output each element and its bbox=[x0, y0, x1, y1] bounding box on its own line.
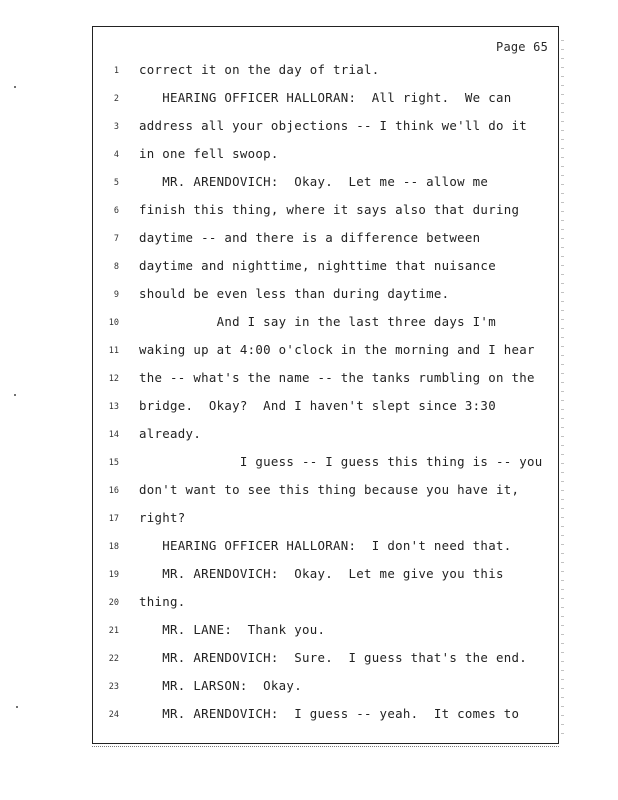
line-text: MR. ARENDOVICH: I guess -- yeah. It comes to bbox=[139, 706, 520, 721]
line-number: 15 bbox=[108, 458, 119, 468]
line-text: HEARING OFFICER HALLORAN: All right. We can bbox=[139, 90, 512, 105]
line-number: 11 bbox=[108, 346, 119, 356]
line-number: 18 bbox=[108, 542, 119, 552]
line-number: 21 bbox=[108, 626, 119, 636]
transcript-line bbox=[93, 174, 558, 194]
line-number: 6 bbox=[113, 206, 119, 216]
footer-rule bbox=[92, 746, 559, 748]
line-number: 9 bbox=[113, 290, 119, 300]
transcript-line bbox=[93, 622, 558, 642]
line-number: 10 bbox=[108, 318, 119, 328]
line-text: daytime -- and there is a difference between bbox=[139, 230, 481, 245]
line-text: HEARING OFFICER HALLORAN: I don't need that. bbox=[139, 538, 512, 553]
scan-speck bbox=[16, 706, 18, 708]
transcript-line bbox=[93, 398, 558, 418]
line-number: 19 bbox=[108, 570, 119, 580]
line-number: 22 bbox=[108, 654, 119, 664]
line-text: MR. ARENDOVICH: Okay. Let me give you this bbox=[139, 566, 504, 581]
line-number: 8 bbox=[113, 262, 119, 272]
transcript-line bbox=[93, 314, 558, 334]
scan-margin-marks bbox=[561, 40, 564, 740]
line-text: bridge. Okay? And I haven't slept since 3:30 bbox=[139, 398, 496, 413]
line-number: 1 bbox=[113, 66, 119, 76]
line-text: right? bbox=[139, 510, 186, 525]
transcript-line bbox=[93, 706, 558, 726]
transcript-line bbox=[93, 454, 558, 474]
line-number: 13 bbox=[108, 402, 119, 412]
line-text: in one fell swoop. bbox=[139, 146, 279, 161]
line-number: 4 bbox=[113, 150, 119, 160]
line-text: I guess -- I guess this thing is -- you bbox=[139, 454, 543, 469]
transcript-line bbox=[93, 538, 558, 558]
transcript-line bbox=[93, 118, 558, 138]
scan-speck bbox=[14, 394, 16, 396]
line-text: already. bbox=[139, 426, 202, 441]
line-number: 24 bbox=[108, 710, 119, 720]
transcript-line bbox=[93, 370, 558, 390]
line-number: 12 bbox=[108, 374, 119, 384]
line-text: the -- what's the name -- the tanks rumbling on the bbox=[139, 370, 535, 385]
line-number: 20 bbox=[108, 598, 119, 608]
line-number: 16 bbox=[108, 486, 119, 496]
transcript-line bbox=[93, 426, 558, 446]
line-text: MR. LANE: Thank you. bbox=[139, 622, 326, 637]
line-number: 14 bbox=[108, 430, 119, 440]
transcript-line bbox=[93, 678, 558, 698]
transcript-line bbox=[93, 482, 558, 502]
page-number: Page 65 bbox=[496, 40, 548, 54]
line-text: waking up at 4:00 o'clock in the morning and I hear bbox=[139, 342, 535, 357]
transcript-line bbox=[93, 146, 558, 166]
line-number: 23 bbox=[108, 682, 119, 692]
transcript-line bbox=[93, 342, 558, 362]
line-text: MR. ARENDOVICH: Okay. Let me -- allow me bbox=[139, 174, 489, 189]
line-text: MR. LARSON: Okay. bbox=[139, 678, 302, 693]
line-number: 7 bbox=[113, 234, 119, 244]
transcript-line bbox=[93, 594, 558, 614]
line-number: 17 bbox=[108, 514, 119, 524]
transcript-line bbox=[93, 510, 558, 530]
line-text: And I say in the last three days I'm bbox=[139, 314, 496, 329]
line-number: 2 bbox=[113, 94, 119, 104]
transcript-page bbox=[92, 26, 559, 744]
transcript-line bbox=[93, 202, 558, 222]
transcript-line bbox=[93, 286, 558, 306]
line-text: finish this thing, where it says also that during bbox=[139, 202, 520, 217]
transcript-line bbox=[93, 90, 558, 110]
line-text: MR. ARENDOVICH: Sure. I guess that's the end. bbox=[139, 650, 527, 665]
line-text: correct it on the day of trial. bbox=[139, 62, 380, 77]
line-number: 5 bbox=[113, 178, 119, 188]
transcript-line bbox=[93, 650, 558, 670]
line-text: should be even less than during daytime. bbox=[139, 286, 450, 301]
transcript-line bbox=[93, 566, 558, 586]
scan-speck bbox=[14, 86, 16, 88]
line-text: don't want to see this thing because you have it, bbox=[139, 482, 520, 497]
line-number: 3 bbox=[113, 122, 119, 132]
transcript-line bbox=[93, 230, 558, 250]
transcript-line bbox=[93, 258, 558, 278]
line-text: thing. bbox=[139, 594, 186, 609]
transcript-line bbox=[93, 62, 558, 82]
line-text: daytime and nighttime, nighttime that nuisance bbox=[139, 258, 496, 273]
line-text: address all your objections -- I think we'll do it bbox=[139, 118, 527, 133]
